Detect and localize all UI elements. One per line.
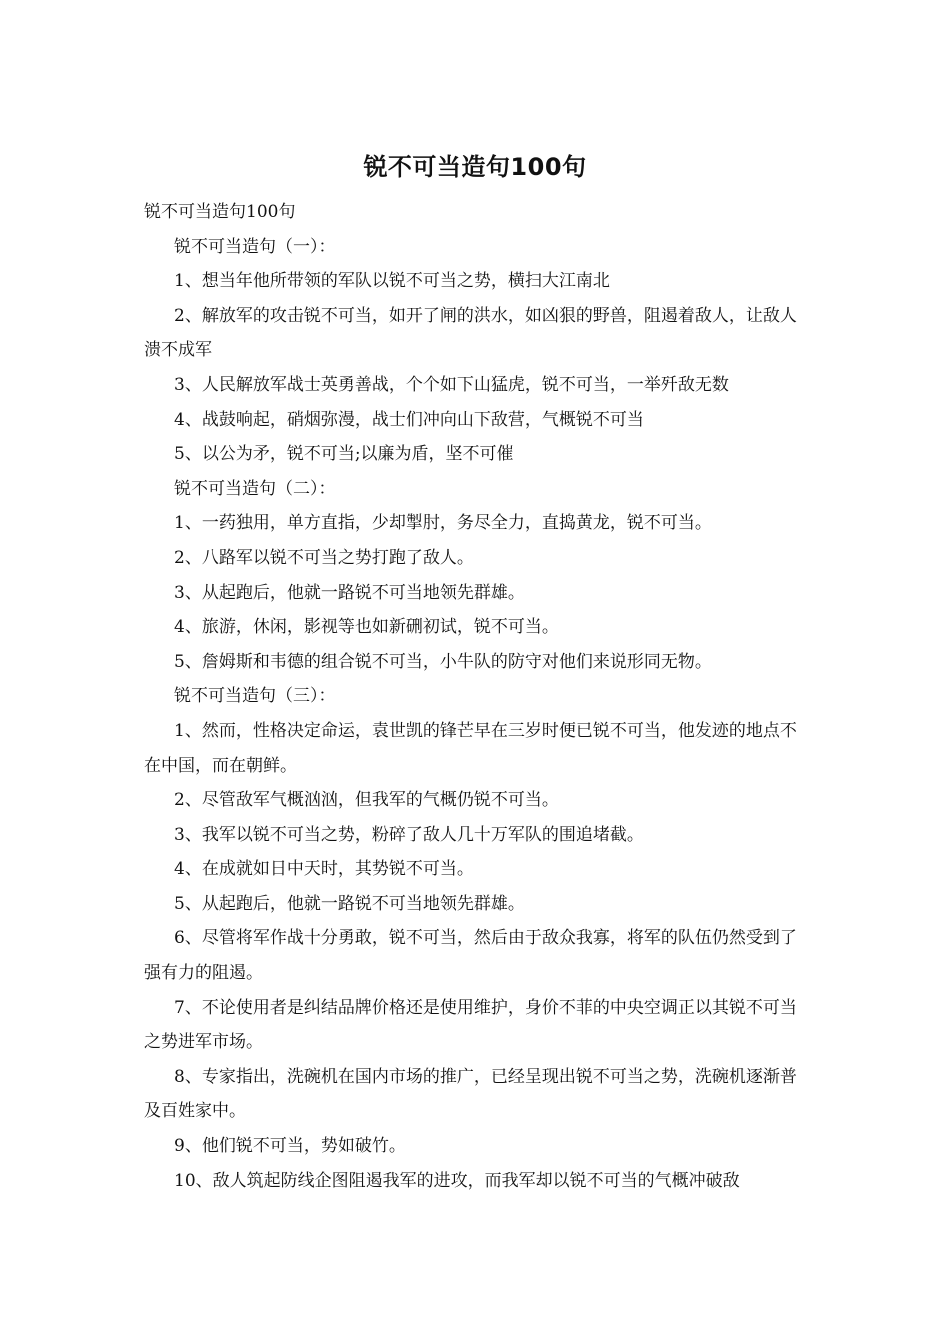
section-heading-3: 锐不可当造句（三）： [174,686,336,707]
sentence-2-5: 5、詹姆斯和韦德的组合锐不可当，小牛队的防守对他们来说形同无物。 [174,651,712,672]
sentence-3-10: 10、敌人筑起防线企图阻遏我军的进攻，而我军却以锐不可当的气概冲破敌 [174,1170,740,1191]
sentence-3-1: 1、然而，性格决定命运，袁世凯的锋芒早在三岁时便已锐不可当，他发迹的地点不在中国，而在朝鲜。 [144,720,797,776]
section-heading-1: 锐不可当造句（一）： [174,236,336,257]
sentence-3-3: 3、我军以锐不可当之势，粉碎了敌人几十万军队的围追堵截。 [174,824,644,845]
document-title: 锐不可当造句100句 [363,153,587,181]
sentence-2-3: 3、从起跑后，他就一路锐不可当地领先群雄。 [174,582,525,603]
sentence-3-2: 2、尽管敌军气概汹汹，但我军的气概仍锐不可当。 [174,790,559,811]
sentence-1-3: 3、人民解放军战士英勇善战，个个如下山猛虎，锐不可当，一举歼敌无数 [174,374,729,395]
sentence-3-9: 9、他们锐不可当，势如破竹。 [174,1136,406,1157]
sentence-3-7: 7、不论使用者是纠结品牌价格还是使用维护，身价不菲的中央空调正以其锐不可当之势进军市场。 [144,997,797,1053]
subtitle-line: 锐不可当造句100句 [144,202,296,222]
sentence-1-4: 4、战鼓响起，硝烟弥漫，战士们冲向山下敌营，气概锐不可当 [174,409,644,430]
section-heading-2: 锐不可当造句（二）： [174,478,336,499]
sentence-1-5: 5、以公为矛，锐不可当;以廉为盾，坚不可催 [174,444,514,465]
sentence-3-8: 8、专家指出，洗碗机在国内市场的推广，已经呈现出锐不可当之势，洗碗机逐渐普及百姓家中。 [144,1066,797,1122]
document-body [144,195,812,1198]
sentence-1-2: 2、解放军的攻击锐不可当，如开了闸的洪水，如凶狠的野兽，阻遏着敌人，让敌人溃不成军 [144,305,797,361]
sentence-3-6: 6、尽管将军作战十分勇敢，锐不可当，然后由于敌众我寡，将军的队伍仍然受到了强有力的阻遏。 [144,928,797,984]
sentence-2-2: 2、八路军以锐不可当之势打跑了敌人。 [174,547,474,568]
sentence-2-1: 1、一药独用，单方直指，少却掣肘，务尽全力，直捣黄龙，锐不可当。 [174,513,712,534]
sentence-1-1: 1、想当年他所带领的军队以锐不可当之势，横扫大江南北 [174,271,610,292]
sentence-3-4: 4、在成就如日中天时，其势锐不可当。 [174,859,474,880]
sentence-3-5: 5、从起跑后，他就一路锐不可当地领先群雄。 [174,893,525,914]
sentence-2-4: 4、旅游，休闲，影视等也如新硎初试，锐不可当。 [174,617,559,638]
